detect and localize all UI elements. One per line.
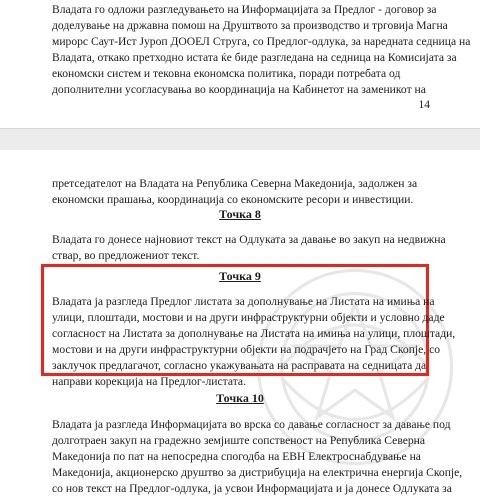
text-line: Македонија, акционерско друштво за дистрибуција на електрична енергија Скопје, [52, 466, 463, 479]
text-line: Владата го одложи разгледувањето на Информацијата за Предлог - договор за [52, 3, 437, 16]
section-8-heading: Точка 8 [219, 207, 261, 221]
page-separator [0, 128, 480, 152]
text-line: мостови и на други инфраструктурни објекти на подрачјето на Град Скопје, со [52, 343, 441, 356]
text-line: економски систем и тековна економска политика, поради потребата од [52, 67, 401, 80]
page-14 [0, 0, 480, 128]
text-line: ствар, во предложениот текст. [52, 249, 200, 262]
text-line: со нов текст на Предлог-одлука, ја усвои Информацијата и ја донесе Одлуката за [52, 482, 452, 495]
text-line: доделување на државна помош на Друштвото за производство и трговија Магна [52, 19, 448, 32]
section-8-paragraph [52, 232, 446, 264]
text-line: мирорс Саут-Ист Јуроп ДООЕЛ Струга, со Предлог-одлука, за наредната седница на [52, 35, 471, 48]
section-10-heading: Точка 10 [216, 391, 264, 405]
page-14-paragraph [52, 2, 471, 98]
intro-paragraph [52, 176, 430, 208]
page-15 [0, 150, 480, 495]
section-9-paragraph [52, 294, 456, 390]
text-line: Владата ја разгледа Предлог листата за дополнување на Листата на имиња на [52, 295, 435, 308]
text-line: претседателот на Владата на Република Северна Македонија, задолжен за [52, 177, 418, 190]
section-9-heading: Точка 9 [219, 269, 261, 283]
text-line: економски прашања, координација со економските ресори и инвестиции. [52, 193, 414, 206]
text-line: долготраен закуп на градежно земјиште сопственост на Република Северна [52, 434, 426, 447]
text-line: Владата ја разгледа Информацијата во врска со давање согласност за давање под [52, 418, 451, 431]
text-line: заклучок предлагачот, согласно укажувањата на расправата на седницата да [52, 359, 427, 372]
text-line: направи корекција на Предлог-листата. [52, 375, 246, 388]
text-line: Македонија по пат на непосредна спогодба на ЕВН Електроснабдување на [52, 450, 421, 463]
text-line: Владата, откако претходно истата ќе биде разгледана на седница на Комисијата за [52, 51, 457, 64]
section-10-paragraph [52, 417, 463, 497]
text-line: Владата го донесе најновиот текст на Одлуката за давање во закуп на недвижна [52, 233, 446, 246]
page-number: 14 [418, 99, 430, 111]
text-line: согласност на Листата за дополнување на Листата на имиња на улици, плоштади, [52, 327, 456, 340]
text-line: улици, плоштади, мостови и на други инфраструктурни објекти и условно даде [52, 311, 445, 324]
text-line: дополнителни усогласувања во координација на Кабинетот на заменикот на [52, 83, 426, 96]
